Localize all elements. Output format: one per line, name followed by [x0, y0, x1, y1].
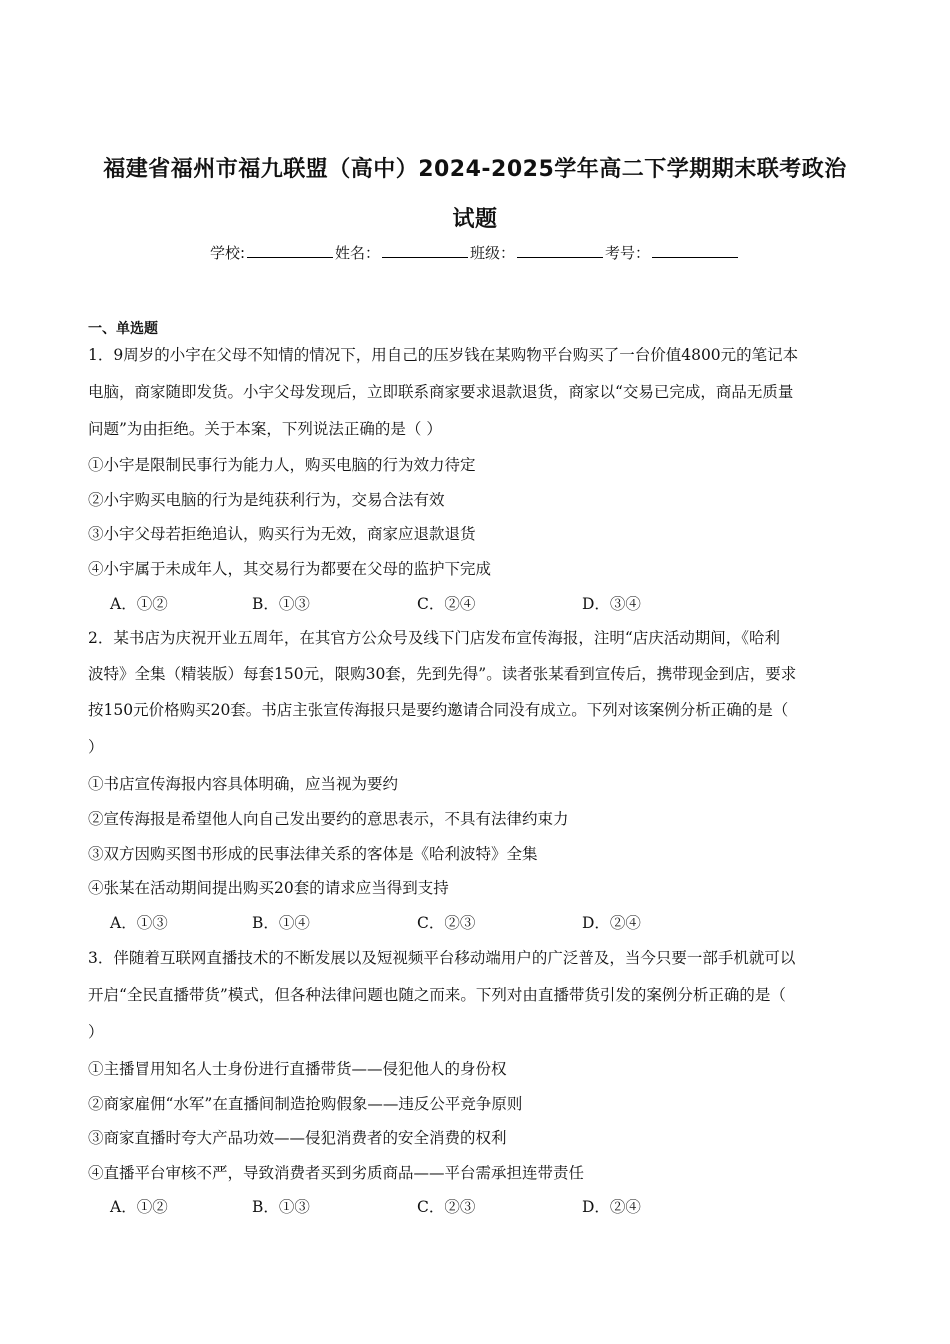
exam-number-blank[interactable]: [652, 243, 738, 258]
question-1-line: 电脑，商家随即发货。小宇父母发现后，立即联系商家要求退款退货，商家以“交易已完成，商品无质量: [88, 383, 794, 401]
option-c[interactable]: C．②③: [417, 914, 476, 932]
question-2-item: ①书店宣传海报内容具体明确，应当视为要约: [88, 775, 399, 793]
question-3-item: ④直播平台审核不严，导致消费者买到劣质商品——平台需承担连带责任: [88, 1164, 585, 1182]
exam-title-line2: 试题: [452, 207, 498, 232]
option-b[interactable]: B．①④: [252, 914, 310, 932]
question-1-item: ①小宇是限制民事行为能力人，购买电脑的行为效力待定: [88, 456, 476, 474]
school-blank[interactable]: [247, 243, 333, 258]
question-3-item: ③商家直播时夸大产品功效——侵犯消费者的安全消费的权利: [88, 1129, 507, 1147]
question-1-item: ④小宇属于未成年人，其交易行为都要在父母的监护下完成: [88, 560, 492, 578]
question-2-line: 波特》全集（精装版）每套150元，限购30套，先到先得”。读者张某看到宣传后，携带现金到店，要求: [88, 665, 797, 683]
question-3-line: 3．伴随着互联网直播技术的不断发展以及短视频平台移动端用户的广泛普及，当今只要一部手机就可以: [88, 949, 796, 967]
class-blank[interactable]: [517, 243, 603, 258]
option-c[interactable]: C．②④: [417, 595, 476, 613]
school-label: 学校:: [209, 244, 245, 262]
question-1-line: 问题”为由拒绝。关于本案，下列说法正确的是（ ）: [88, 420, 442, 438]
question-3-options: [110, 1195, 810, 1215]
question-1-line: 1．9周岁的小宇在父母不知情的情况下，用自己的压岁钱在某购物平台购买了一台价值4800元的笔记本: [88, 346, 799, 364]
question-2-options: [110, 911, 810, 931]
question-1-options: [110, 592, 810, 612]
question-2-item: ②宣传海报是希望他人向自己发出要约的意思表示，不具有法律约束力: [88, 810, 569, 828]
question-3-item: ①主播冒用知名人士身份进行直播带货——侵犯他人的身份权: [88, 1060, 507, 1078]
question-3-line: ）: [88, 1023, 104, 1041]
question-2-item: ③双方因购买图书形成的民事法律关系的客体是《哈利波特》全集: [88, 845, 538, 863]
class-label: 班级：: [470, 244, 516, 262]
option-d[interactable]: D．③④: [582, 595, 641, 613]
option-b[interactable]: B．①③: [252, 595, 310, 613]
question-2-line: ）: [88, 738, 104, 756]
exam-title-line1: 福建省福州市福九联盟（高中）2024-2025学年高二下学期期末联考政治: [103, 157, 847, 182]
question-3-line: 开启“全民直播带货”模式，但各种法律问题也随之而来。下列对由直播带货引发的案例分析正确的是（: [88, 986, 786, 1004]
question-1-item: ②小宇购买电脑的行为是纯获利行为，交易合法有效: [88, 491, 445, 509]
option-a[interactable]: A．①②: [110, 1198, 168, 1216]
section-title: 一、单选题: [88, 321, 158, 337]
exam-number-label: 考号：: [605, 244, 651, 262]
question-3-item: ②商家雇佣“水军”在直播间制造抢购假象——违反公平竞争原则: [88, 1095, 523, 1113]
option-c[interactable]: C．②③: [417, 1198, 476, 1216]
student-info-row: [0, 242, 950, 263]
option-d[interactable]: D．②④: [582, 914, 641, 932]
option-a[interactable]: A．①③: [110, 914, 168, 932]
option-d[interactable]: D．②④: [582, 1198, 641, 1216]
question-2-item: ④张某在活动期间提出购买20套的请求应当得到支持: [88, 879, 449, 897]
name-label: 姓名：: [335, 244, 381, 262]
question-2-line: 按150元价格购买20套。书店主张宣传海报只是要约邀请合同没有成立。下列对该案例分析正确的是（: [88, 701, 789, 719]
question-1-item: ③小宇父母若拒绝追认，购买行为无效，商家应退款退货: [88, 525, 476, 543]
question-2-line: 2．某书店为庆祝开业五周年，在其官方公众号及线下门店发布宣传海报，注明“店庆活动期间，《哈利: [88, 629, 781, 647]
option-a[interactable]: A．①②: [110, 595, 168, 613]
name-blank[interactable]: [382, 243, 468, 258]
option-b[interactable]: B．①③: [252, 1198, 310, 1216]
